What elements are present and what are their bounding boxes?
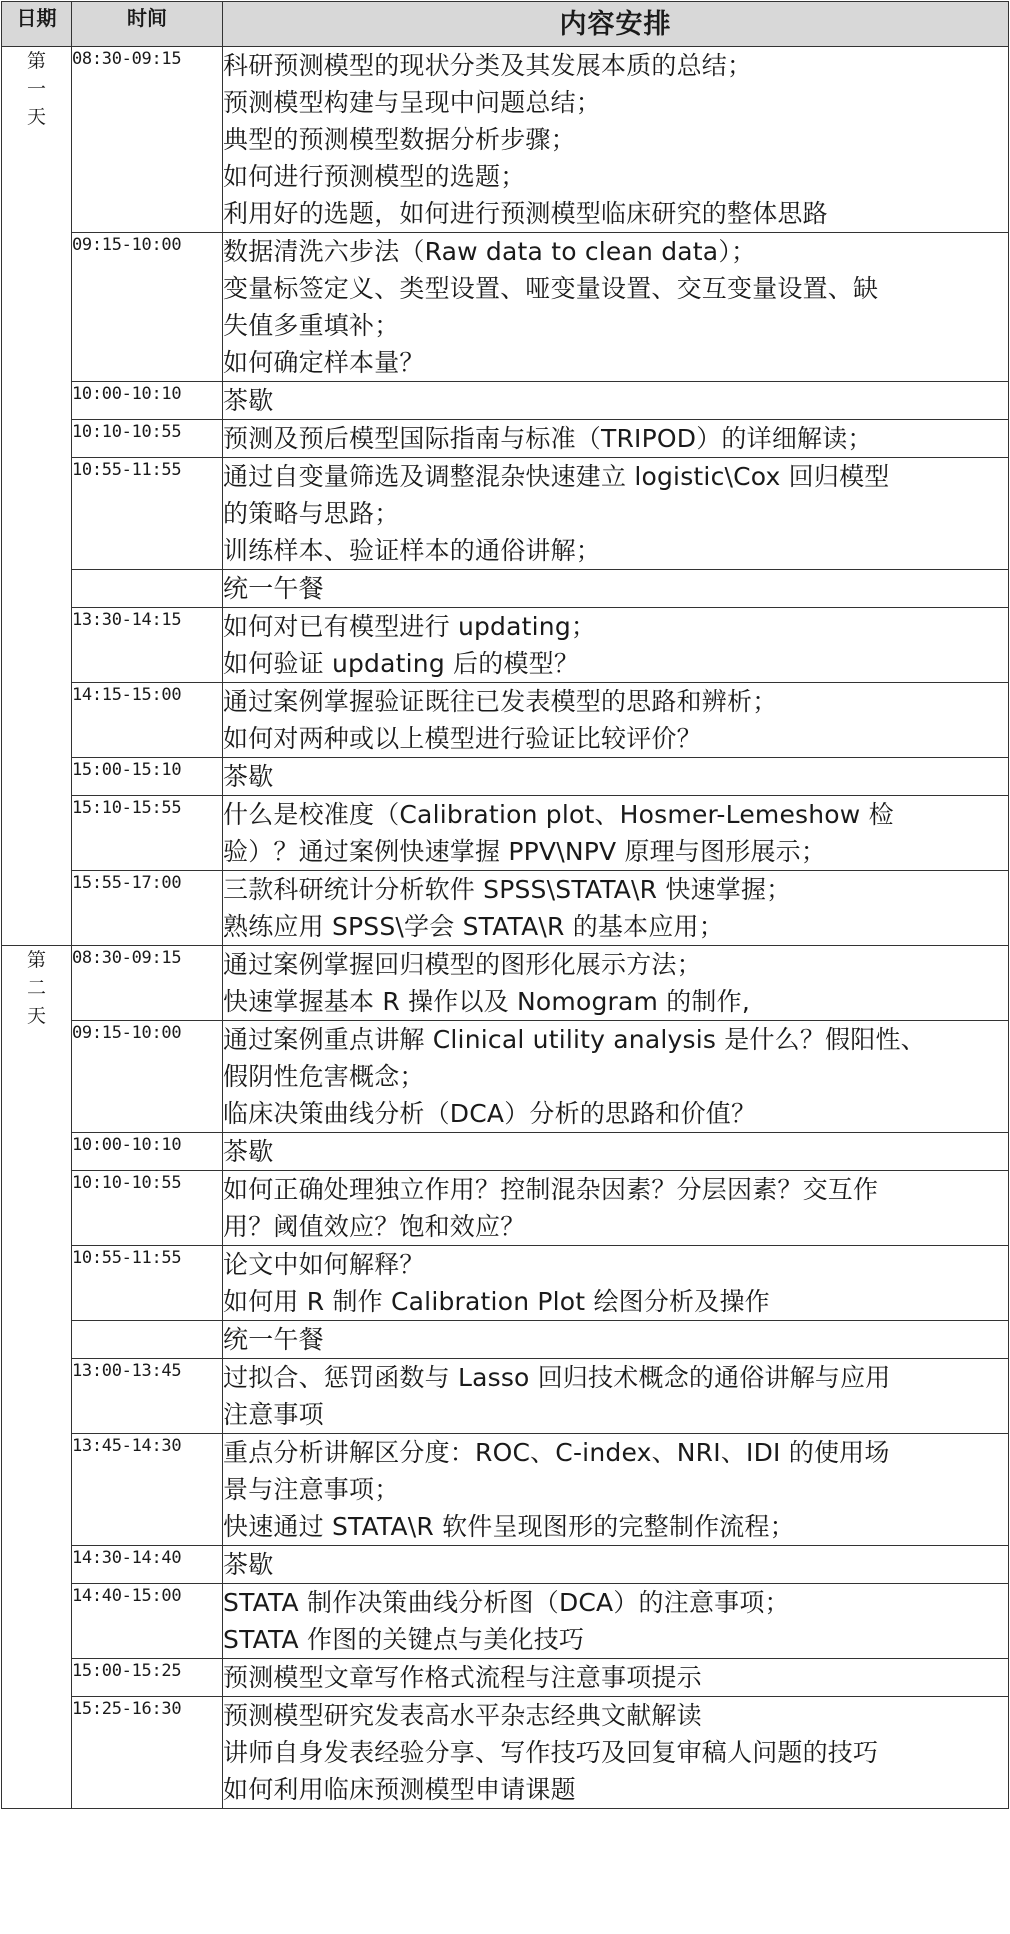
content-cell	[223, 796, 1009, 871]
content-line: 景与注意事项；	[223, 1475, 400, 1504]
schedule-row	[2, 382, 1009, 420]
content-line: 如何利用临床预测模型申请课题	[223, 1775, 576, 1804]
content-line: 预测及预后模型国际指南与标准（TRIPOD）的详细解读；	[223, 424, 873, 453]
schedule-row	[2, 796, 1009, 871]
content-line: STATA 制作决策曲线分析图（DCA）的注意事项；	[223, 1588, 790, 1617]
content-cell	[223, 1171, 1009, 1246]
time-cell: 10:00-10:10	[72, 382, 223, 420]
content-line: 如何对已有模型进行 updating；	[223, 612, 597, 641]
day-cell	[2, 47, 72, 946]
day-label: 第二天	[26, 949, 46, 1027]
content-cell	[223, 458, 1009, 570]
content-line: 快速掌握基本 R 操作以及 Nomogram 的制作,	[223, 987, 750, 1016]
content-line: 预测模型研究发表高水平杂志经典文献解读	[223, 1701, 702, 1730]
time-cell: 10:10-10:55	[72, 1171, 223, 1246]
time-cell: 14:15-15:00	[72, 683, 223, 758]
content-cell	[223, 1246, 1009, 1321]
content-line: 讲师自身发表经验分享、写作技巧及回复审稿人问题的技巧	[223, 1738, 879, 1767]
content-line: 变量标签定义、类型设置、哑变量设置、交互变量设置、缺	[223, 274, 879, 303]
header-time: 时间	[72, 2, 223, 47]
content-line: 统一午餐	[223, 1325, 324, 1354]
schedule-body	[2, 47, 1009, 1809]
time-cell: 09:15-10:00	[72, 233, 223, 382]
time-cell: 15:10-15:55	[72, 796, 223, 871]
content-line: 论文中如何解释？	[223, 1250, 425, 1279]
content-line: 如何用 R 制作 Calibration Plot 绘图分析及操作	[223, 1287, 770, 1316]
time-cell: 13:30-14:15	[72, 608, 223, 683]
content-cell	[223, 683, 1009, 758]
schedule-row	[2, 946, 1009, 1021]
content-line: 预测模型文章写作格式流程与注意事项提示	[223, 1663, 702, 1692]
schedule-row	[2, 1546, 1009, 1584]
content-line: 验）？通过案例快速掌握 PPV\NPV 原理与图形展示；	[223, 837, 827, 866]
content-cell	[223, 1659, 1009, 1697]
content-line: 失值多重填补；	[223, 311, 400, 340]
content-cell	[223, 1434, 1009, 1546]
content-line: 过拟合、惩罚函数与 Lasso 回归技术概念的通俗讲解与应用	[223, 1363, 891, 1392]
content-line: 注意事项	[223, 1400, 324, 1429]
schedule-row	[2, 683, 1009, 758]
time-cell: 15:00-15:25	[72, 1659, 223, 1697]
time-cell: 14:40-15:00	[72, 1584, 223, 1659]
header-row	[2, 2, 1009, 47]
content-cell	[223, 382, 1009, 420]
content-line: 如何验证 updating 后的模型？	[223, 649, 580, 678]
content-line: 茶歇	[223, 762, 274, 791]
content-cell	[223, 47, 1009, 233]
time-cell: 10:00-10:10	[72, 1133, 223, 1171]
content-line: 通过案例重点讲解 Clinical utility analysis 是什么？假阳性、	[223, 1025, 926, 1054]
content-cell	[223, 233, 1009, 382]
time-cell: 15:55-17:00	[72, 871, 223, 946]
time-cell: 14:30-14:40	[72, 1546, 223, 1584]
time-cell: 10:55-11:55	[72, 1246, 223, 1321]
content-line: 通过案例掌握验证既往已发表模型的思路和辨析；	[223, 687, 778, 716]
content-line: 什么是校准度（Calibration plot、Hosmer-Lemeshow 检	[223, 800, 894, 829]
content-line: 茶歇	[223, 1137, 274, 1166]
content-line: 茶歇	[223, 1550, 274, 1579]
header-content: 内容安排	[223, 2, 1009, 47]
content-cell	[223, 608, 1009, 683]
time-cell: 13:45-14:30	[72, 1434, 223, 1546]
content-cell	[223, 1546, 1009, 1584]
schedule-row	[2, 871, 1009, 946]
content-line: 用？阈值效应？饱和效应？	[223, 1212, 526, 1241]
schedule-row	[2, 1584, 1009, 1659]
content-cell	[223, 946, 1009, 1021]
schedule-row	[2, 1246, 1009, 1321]
content-line: 通过案例掌握回归模型的图形化展示方法；	[223, 950, 702, 979]
content-cell	[223, 1584, 1009, 1659]
content-cell	[223, 420, 1009, 458]
content-line: 重点分析讲解区分度：ROC、C-index、NRI、IDI 的使用场	[223, 1438, 890, 1467]
content-line: 临床决策曲线分析（DCA）分析的思路和价值？	[223, 1099, 757, 1128]
content-line: 如何对两种或以上模型进行验证比较评价？	[223, 724, 702, 753]
content-cell	[223, 570, 1009, 608]
schedule-row	[2, 1359, 1009, 1434]
schedule-header	[2, 2, 1009, 47]
day-label: 第一天	[26, 50, 46, 128]
schedule-row	[2, 1171, 1009, 1246]
schedule-row	[2, 758, 1009, 796]
content-line: 通过自变量筛选及调整混杂快速建立 logistic\Cox 回归模型	[223, 462, 890, 491]
content-line: 预测模型构建与呈现中问题总结；	[223, 88, 602, 117]
content-cell	[223, 1359, 1009, 1434]
content-line: 训练样本、验证样本的通俗讲解；	[223, 536, 602, 565]
schedule-row	[2, 1659, 1009, 1697]
content-line: 典型的预测模型数据分析步骤；	[223, 125, 576, 154]
time-cell: 15:00-15:10	[72, 758, 223, 796]
schedule-row	[2, 1697, 1009, 1809]
schedule-row	[2, 1133, 1009, 1171]
content-cell	[223, 1697, 1009, 1809]
content-line: 如何进行预测模型的选题；	[223, 162, 526, 191]
content-line: 利用好的选题，如何进行预测模型临床研究的整体思路	[223, 199, 828, 228]
schedule-row	[2, 233, 1009, 382]
day-cell	[2, 946, 72, 1809]
schedule-row	[2, 458, 1009, 570]
content-line: 科研预测模型的现状分类及其发展本质的总结；	[223, 51, 753, 80]
content-line: 统一午餐	[223, 574, 324, 603]
content-cell	[223, 871, 1009, 946]
content-line: 快速通过 STATA\R 软件呈现图形的完整制作流程；	[223, 1512, 795, 1541]
content-line: 三款科研统计分析软件 SPSS\STATA\R 快速掌握；	[223, 875, 792, 904]
schedule-row	[2, 47, 1009, 233]
schedule-row	[2, 1434, 1009, 1546]
content-line: STATA 作图的关键点与美化技巧	[223, 1625, 585, 1654]
time-cell: 15:25-16:30	[72, 1697, 223, 1809]
time-cell	[72, 570, 223, 608]
content-line: 熟练应用 SPSS\学会 STATA\R 的基本应用；	[223, 912, 724, 941]
time-cell: 13:00-13:45	[72, 1359, 223, 1434]
schedule-row	[2, 570, 1009, 608]
schedule-row	[2, 1321, 1009, 1359]
content-line: 的策略与思路；	[223, 499, 400, 528]
content-line: 茶歇	[223, 386, 274, 415]
content-cell	[223, 758, 1009, 796]
content-line: 如何正确处理独立作用？控制混杂因素？分层因素？交互作	[223, 1175, 879, 1204]
content-line: 数据清洗六步法（Raw data to clean data）；	[223, 237, 757, 266]
schedule-row	[2, 1021, 1009, 1133]
header-day: 日期	[2, 2, 72, 47]
content-cell	[223, 1021, 1009, 1133]
time-cell: 10:10-10:55	[72, 420, 223, 458]
schedule-table	[1, 1, 1009, 1809]
content-line: 假阴性危害概念；	[223, 1062, 425, 1091]
time-cell: 09:15-10:00	[72, 1021, 223, 1133]
schedule-row	[2, 608, 1009, 683]
time-cell: 10:55-11:55	[72, 458, 223, 570]
content-cell	[223, 1133, 1009, 1171]
schedule-row	[2, 420, 1009, 458]
time-cell: 08:30-09:15	[72, 946, 223, 1021]
time-cell: 08:30-09:15	[72, 47, 223, 233]
time-cell	[72, 1321, 223, 1359]
content-cell	[223, 1321, 1009, 1359]
content-line: 如何确定样本量？	[223, 348, 425, 377]
